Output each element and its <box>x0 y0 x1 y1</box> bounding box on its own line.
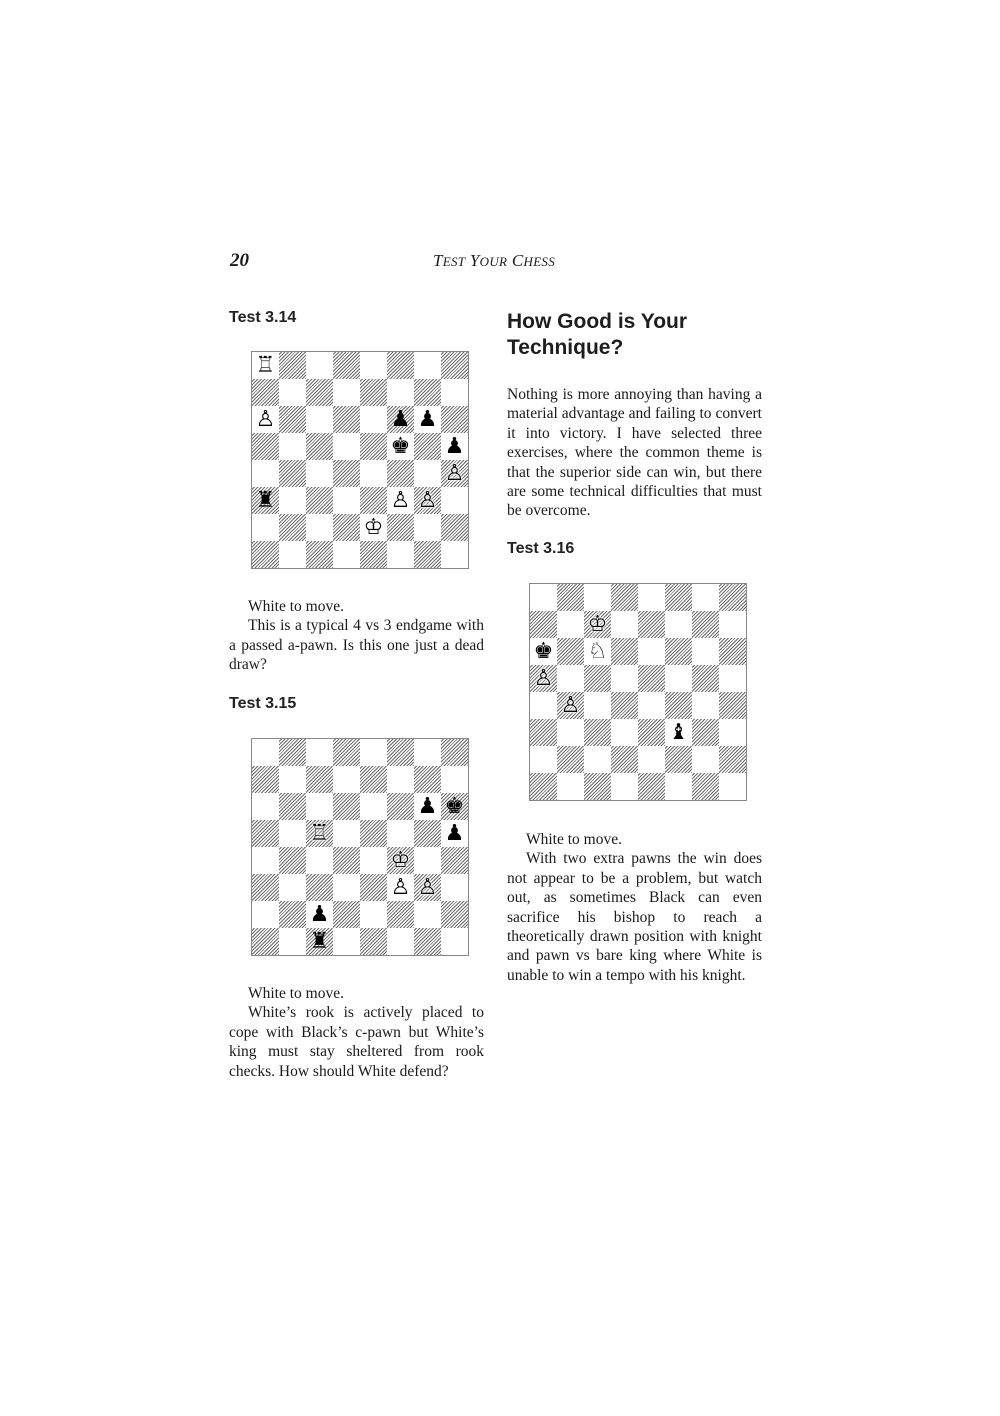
square-c8 <box>306 352 333 379</box>
square-c6 <box>306 793 333 820</box>
black-pawn-icon: ♟ <box>390 407 411 432</box>
square-d2 <box>333 901 360 928</box>
square-c3 <box>584 719 611 746</box>
square-g5 <box>692 665 719 692</box>
square-e5 <box>360 433 387 460</box>
square-d6 <box>333 793 360 820</box>
white-rook-icon: ♖ <box>255 353 276 378</box>
square-b8 <box>279 352 306 379</box>
black-rook-icon: ♜ <box>255 488 276 513</box>
square-d4 <box>333 460 360 487</box>
black-king-icon: ♚ <box>533 639 554 664</box>
square-e4 <box>638 692 665 719</box>
square-a8 <box>530 584 557 611</box>
square-h8 <box>441 352 468 379</box>
square-a5 <box>252 820 279 847</box>
square-c5 <box>306 820 333 847</box>
square-b5 <box>279 820 306 847</box>
square-f8 <box>387 352 414 379</box>
test-3-14-description: This is a typical 4 vs 3 endgame with a passed a-pawn. Is this one just a dead draw? <box>229 617 484 674</box>
square-d4 <box>611 692 638 719</box>
square-e1 <box>638 773 665 800</box>
square-b3 <box>279 487 306 514</box>
square-a6 <box>252 406 279 433</box>
square-b4 <box>557 692 584 719</box>
square-c8 <box>306 739 333 766</box>
black-pawn-icon: ♟ <box>417 407 438 432</box>
page-number: 20 <box>230 250 249 271</box>
square-h5 <box>719 665 746 692</box>
square-a4 <box>530 692 557 719</box>
square-g2 <box>692 746 719 773</box>
square-g3 <box>414 874 441 901</box>
square-f7 <box>665 611 692 638</box>
square-c8 <box>584 584 611 611</box>
test-3-16-board <box>529 583 747 801</box>
square-e3 <box>360 874 387 901</box>
square-b7 <box>279 379 306 406</box>
square-f8 <box>387 739 414 766</box>
square-a3 <box>252 874 279 901</box>
square-g6 <box>692 638 719 665</box>
black-pawn-icon: ♟ <box>444 434 465 459</box>
square-g5 <box>414 433 441 460</box>
section-intro <box>507 385 762 521</box>
black-king-icon: ♚ <box>444 794 465 819</box>
square-f4 <box>665 692 692 719</box>
square-h1 <box>441 928 468 955</box>
square-b8 <box>557 584 584 611</box>
square-a2 <box>530 746 557 773</box>
square-g4 <box>414 460 441 487</box>
square-c7 <box>306 766 333 793</box>
test-3-16-heading: Test 3.16 <box>507 540 575 557</box>
test-3-15-heading: Test 3.15 <box>229 695 297 712</box>
square-h7 <box>441 379 468 406</box>
white-pawn-icon: ♙ <box>417 875 438 900</box>
square-c2 <box>584 746 611 773</box>
square-b3 <box>557 719 584 746</box>
square-e6 <box>638 638 665 665</box>
square-h5 <box>441 820 468 847</box>
square-f2 <box>387 901 414 928</box>
square-c4 <box>584 692 611 719</box>
square-a7 <box>530 611 557 638</box>
black-pawn-icon: ♟ <box>417 794 438 819</box>
square-d1 <box>333 928 360 955</box>
square-b7 <box>557 611 584 638</box>
running-head-cap-3: C <box>511 251 524 270</box>
square-c6 <box>584 638 611 665</box>
square-d2 <box>611 746 638 773</box>
square-b2 <box>557 746 584 773</box>
square-g1 <box>414 928 441 955</box>
square-e8 <box>638 584 665 611</box>
running-head-rest-2: OUR <box>479 254 508 269</box>
white-pawn-icon: ♙ <box>255 407 276 432</box>
square-a2 <box>252 514 279 541</box>
square-b8 <box>279 739 306 766</box>
square-h3 <box>441 487 468 514</box>
square-h3 <box>719 719 746 746</box>
square-g6 <box>414 793 441 820</box>
square-d3 <box>611 719 638 746</box>
square-a7 <box>252 379 279 406</box>
test-3-14-text <box>229 597 484 675</box>
square-c3 <box>306 487 333 514</box>
square-a1 <box>530 773 557 800</box>
square-c1 <box>584 773 611 800</box>
square-h1 <box>441 541 468 568</box>
square-c4 <box>306 847 333 874</box>
square-f5 <box>665 665 692 692</box>
square-b1 <box>279 928 306 955</box>
square-f6 <box>387 793 414 820</box>
square-b6 <box>279 793 306 820</box>
square-e7 <box>360 379 387 406</box>
square-g6 <box>414 406 441 433</box>
square-f7 <box>387 766 414 793</box>
running-head-cap-2: Y <box>469 251 480 270</box>
square-g1 <box>692 773 719 800</box>
square-e2 <box>360 901 387 928</box>
square-d8 <box>333 352 360 379</box>
square-h7 <box>719 611 746 638</box>
running-head-rest-3: HESS <box>523 254 556 269</box>
square-b6 <box>557 638 584 665</box>
square-d8 <box>611 584 638 611</box>
square-f1 <box>387 541 414 568</box>
square-e1 <box>360 928 387 955</box>
square-c3 <box>306 874 333 901</box>
square-g2 <box>414 514 441 541</box>
square-h6 <box>441 793 468 820</box>
square-c4 <box>306 460 333 487</box>
square-d3 <box>333 487 360 514</box>
square-a4 <box>252 847 279 874</box>
square-c1 <box>306 928 333 955</box>
square-e4 <box>360 460 387 487</box>
square-g4 <box>414 847 441 874</box>
square-b5 <box>279 433 306 460</box>
square-e3 <box>638 719 665 746</box>
test-3-15-text <box>229 984 484 1081</box>
white-pawn-icon: ♙ <box>417 488 438 513</box>
running-head-word-3 <box>512 251 555 270</box>
square-h2 <box>719 746 746 773</box>
square-d7 <box>611 611 638 638</box>
square-h6 <box>719 638 746 665</box>
square-b5 <box>557 665 584 692</box>
running-head-word-1 <box>433 251 465 270</box>
square-d6 <box>333 406 360 433</box>
square-a5 <box>530 665 557 692</box>
square-g4 <box>692 692 719 719</box>
square-h6 <box>441 406 468 433</box>
test-3-14-board <box>251 351 469 569</box>
square-c7 <box>584 611 611 638</box>
square-f2 <box>665 746 692 773</box>
square-f4 <box>387 460 414 487</box>
white-pawn-icon: ♙ <box>560 693 581 718</box>
square-h8 <box>441 739 468 766</box>
square-d5 <box>611 665 638 692</box>
square-e4 <box>360 847 387 874</box>
white-king-icon: ♔ <box>390 848 411 873</box>
square-f3 <box>387 487 414 514</box>
running-head <box>433 251 555 271</box>
square-f2 <box>387 514 414 541</box>
square-e1 <box>360 541 387 568</box>
square-g8 <box>414 352 441 379</box>
test-3-16-text <box>507 830 762 985</box>
square-a6 <box>252 793 279 820</box>
square-d1 <box>611 773 638 800</box>
square-a4 <box>252 460 279 487</box>
square-c2 <box>306 901 333 928</box>
square-e3 <box>360 487 387 514</box>
square-b1 <box>557 773 584 800</box>
square-d5 <box>333 433 360 460</box>
square-f3 <box>387 874 414 901</box>
square-f8 <box>665 584 692 611</box>
square-e8 <box>360 739 387 766</box>
square-e2 <box>360 514 387 541</box>
square-g5 <box>414 820 441 847</box>
white-pawn-icon: ♙ <box>444 461 465 486</box>
square-f4 <box>387 847 414 874</box>
square-b1 <box>279 541 306 568</box>
running-head-rest-1: EST <box>442 254 466 269</box>
square-g8 <box>692 584 719 611</box>
square-b3 <box>279 874 306 901</box>
white-pawn-icon: ♙ <box>533 666 554 691</box>
square-e7 <box>638 611 665 638</box>
square-e6 <box>360 406 387 433</box>
square-a5 <box>252 433 279 460</box>
square-e8 <box>360 352 387 379</box>
square-h8 <box>719 584 746 611</box>
square-d2 <box>333 514 360 541</box>
square-e5 <box>360 820 387 847</box>
square-d1 <box>333 541 360 568</box>
square-b4 <box>279 847 306 874</box>
black-pawn-icon: ♟ <box>444 821 465 846</box>
square-h3 <box>441 874 468 901</box>
square-b2 <box>279 901 306 928</box>
square-h4 <box>441 460 468 487</box>
square-f5 <box>387 433 414 460</box>
square-g7 <box>692 611 719 638</box>
square-g8 <box>414 739 441 766</box>
square-e6 <box>360 793 387 820</box>
square-d7 <box>333 379 360 406</box>
test-3-15-description: White’s rook is actively placed to cope with Black’s c-pawn but White’s king must stay sheltered from rook checks. How should White defend? <box>229 1004 484 1080</box>
square-b7 <box>279 766 306 793</box>
test-3-14-caption: White to move. <box>248 598 344 615</box>
square-c5 <box>584 665 611 692</box>
square-c2 <box>306 514 333 541</box>
square-d5 <box>333 820 360 847</box>
square-d8 <box>333 739 360 766</box>
test-3-15-caption: White to move. <box>248 985 344 1002</box>
black-bishop-icon: ♝ <box>668 720 689 745</box>
square-e2 <box>638 746 665 773</box>
square-a6 <box>530 638 557 665</box>
square-h1 <box>719 773 746 800</box>
square-h2 <box>441 901 468 928</box>
square-g7 <box>414 766 441 793</box>
square-g2 <box>414 901 441 928</box>
square-e5 <box>638 665 665 692</box>
square-f7 <box>387 379 414 406</box>
square-a1 <box>252 928 279 955</box>
square-a3 <box>252 487 279 514</box>
square-g3 <box>414 487 441 514</box>
square-h2 <box>441 514 468 541</box>
white-pawn-icon: ♙ <box>390 488 411 513</box>
square-f1 <box>387 928 414 955</box>
square-h4 <box>719 692 746 719</box>
square-h5 <box>441 433 468 460</box>
square-f3 <box>665 719 692 746</box>
square-f6 <box>665 638 692 665</box>
square-h7 <box>441 766 468 793</box>
section-intro-paragraph: Nothing is more annoying than having a material advantage and failing to convert it into victory. I have selected three exercises, where the common theme is that the superior side can win, but there are some technical difficulties that must be overcome. <box>507 386 762 520</box>
square-f6 <box>387 406 414 433</box>
test-3-16-description: With two extra pawns the win does not appear to be a problem, but watch out, as sometimes Black can even sacrifice his bishop to reach a theoretically drawn position with knight and pawn vs bare king where White is unable to win a tempo with his knight. <box>507 850 762 984</box>
running-head-cap-1: T <box>433 251 443 270</box>
square-c5 <box>306 433 333 460</box>
square-h4 <box>441 847 468 874</box>
white-king-icon: ♔ <box>363 515 384 540</box>
running-head-word-2 <box>470 251 507 270</box>
square-c1 <box>306 541 333 568</box>
test-3-15-board <box>251 738 469 956</box>
white-rook-icon: ♖ <box>309 821 330 846</box>
square-a1 <box>252 541 279 568</box>
black-rook-icon: ♜ <box>309 929 330 954</box>
square-b4 <box>279 460 306 487</box>
square-d7 <box>333 766 360 793</box>
square-a7 <box>252 766 279 793</box>
square-a8 <box>252 739 279 766</box>
square-a8 <box>252 352 279 379</box>
black-king-icon: ♚ <box>390 434 411 459</box>
square-a3 <box>530 719 557 746</box>
square-b2 <box>279 514 306 541</box>
test-3-16-caption: White to move. <box>526 831 622 848</box>
square-d3 <box>333 874 360 901</box>
square-f5 <box>387 820 414 847</box>
square-f1 <box>665 773 692 800</box>
black-pawn-icon: ♟ <box>309 902 330 927</box>
square-d6 <box>611 638 638 665</box>
square-e7 <box>360 766 387 793</box>
square-d4 <box>333 847 360 874</box>
white-knight-icon: ♘ <box>587 639 608 664</box>
square-g3 <box>692 719 719 746</box>
square-g1 <box>414 541 441 568</box>
square-c7 <box>306 379 333 406</box>
square-c6 <box>306 406 333 433</box>
white-king-icon: ♔ <box>587 612 608 637</box>
test-3-14-heading: Test 3.14 <box>229 309 297 326</box>
square-a2 <box>252 901 279 928</box>
square-b6 <box>279 406 306 433</box>
square-g7 <box>414 379 441 406</box>
white-pawn-icon: ♙ <box>390 875 411 900</box>
section-heading: How Good is Your Technique? <box>507 310 688 359</box>
